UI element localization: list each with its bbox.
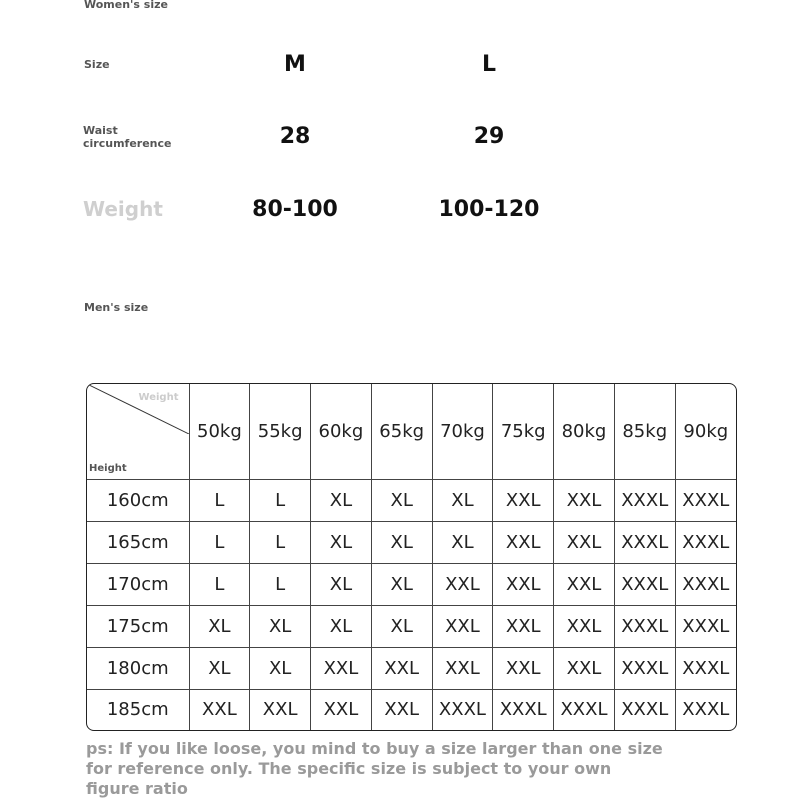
size-cell: XXL [493,563,554,605]
size-cell: XXL [432,647,493,689]
weight-header: 65kg [371,384,432,479]
womens-size-title: Women's size [84,0,168,11]
height-cell: 170cm [87,563,189,605]
size-cell: XXXL [675,647,736,689]
size-cell: XL [371,605,432,647]
size-cell: XXL [311,689,372,730]
size-cell: XXL [250,689,311,730]
table-header-row [87,384,736,479]
weight-header: 75kg [493,384,554,479]
size-cell: XXL [371,689,432,730]
size-cell: XXL [554,647,615,689]
size-cell: XXXL [614,689,675,730]
height-cell: 160cm [87,479,189,521]
size-cell: XXXL [614,605,675,647]
womens-size-l: L [481,52,497,77]
weight-header: 80kg [554,384,615,479]
size-cell: XXL [311,647,372,689]
size-cell: XL [432,521,493,563]
size-cell: XXXL [614,647,675,689]
size-row-label: Size [84,58,110,71]
womens-waist-m: 28 [279,124,311,149]
size-cell: XXL [554,479,615,521]
size-cell: XL [250,605,311,647]
size-cell: L [189,563,250,605]
corner-height-label: Height [89,462,127,474]
size-cell: XL [371,563,432,605]
size-cell: XXXL [675,689,736,730]
size-cell: XXXL [432,689,493,730]
table-row [87,605,736,647]
size-cell: XXXL [614,563,675,605]
size-cell: XL [311,479,372,521]
weight-row-label: Weight [83,197,163,221]
weight-header: 60kg [311,384,372,479]
size-cell: XXL [189,689,250,730]
mens-size-title: Men's size [84,301,149,314]
womens-waist-l: 29 [473,124,505,149]
size-cell: XXL [493,521,554,563]
weight-header: 85kg [614,384,675,479]
size-cell: XXL [554,521,615,563]
size-cell: L [189,479,250,521]
size-cell: XXL [554,605,615,647]
size-cell: XL [311,563,372,605]
height-cell: 180cm [87,647,189,689]
weight-header: 55kg [250,384,311,479]
size-cell: XXL [493,605,554,647]
size-cell: XL [371,521,432,563]
size-cell: XL [311,605,372,647]
weight-header: 90kg [675,384,736,479]
size-cell: XL [189,647,250,689]
womens-weight-m: 80-100 [252,197,338,222]
size-cell: XL [189,605,250,647]
size-cell: L [250,563,311,605]
table-row [87,521,736,563]
womens-size-m: M [284,52,306,77]
size-cell: L [250,479,311,521]
size-cell: XXXL [675,479,736,521]
table-row [87,563,736,605]
corner-weight-label: Weight [138,392,179,403]
size-cell: XXL [554,563,615,605]
size-cell: XXL [432,605,493,647]
mens-size-table [86,383,737,731]
table-corner-cell [87,384,189,479]
size-cell: XXXL [493,689,554,730]
size-cell: XXL [371,647,432,689]
weight-header: 50kg [189,384,250,479]
size-note: ps: If you like loose, you mind to buy a size larger than one size for reference only. The specific size is subject to your own figure ratio [86,739,663,798]
table-row [87,647,736,689]
size-cell: XXXL [614,479,675,521]
size-cell: XL [311,521,372,563]
size-cell: XXL [493,479,554,521]
size-cell: XXXL [554,689,615,730]
size-cell: XXL [493,647,554,689]
height-cell: 165cm [87,521,189,563]
height-cell: 175cm [87,605,189,647]
table-row [87,479,736,521]
weight-header: 70kg [432,384,493,479]
size-cell: XXXL [675,605,736,647]
size-cell: XXL [432,563,493,605]
size-cell: XXXL [675,563,736,605]
size-cell: XL [371,479,432,521]
size-cell: L [250,521,311,563]
size-cell: XXXL [614,521,675,563]
size-cell: XXXL [675,521,736,563]
size-cell: XL [432,479,493,521]
size-cell: L [189,521,250,563]
womens-weight-l: 100-120 [438,197,540,222]
size-cell: XL [250,647,311,689]
table-row [87,689,736,730]
waist-row-label: Waist circumference [83,124,172,150]
height-cell: 185cm [87,689,189,730]
